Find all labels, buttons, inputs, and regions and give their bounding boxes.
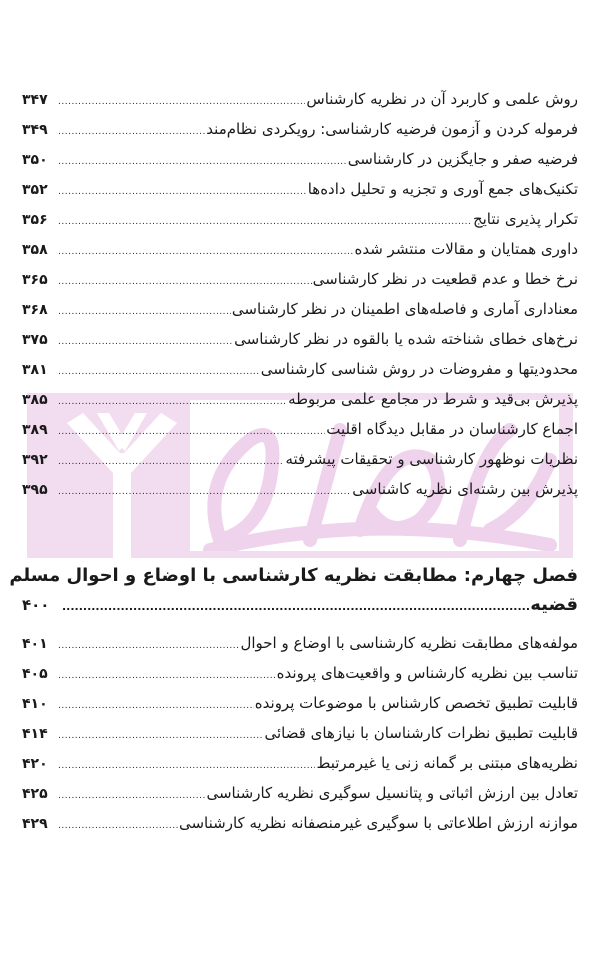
toc-entry-page: ۴۲۵	[22, 786, 48, 802]
toc-entry-title: موازنه ارزش اطلاعاتی با سوگیری غیرمنصفانه نظریه کارشناسی	[178, 814, 578, 832]
dot-leader	[58, 691, 254, 721]
toc-entry-title: محدودیتها و مفروضات در روش شناسی کارشناسی	[260, 360, 578, 378]
toc-entry[interactable]	[22, 264, 578, 294]
toc-entry-page: ۳۵۶	[22, 212, 48, 228]
toc-entry-page: ۳۹۲	[22, 452, 48, 468]
toc-entry-page: ۳۹۵	[22, 482, 48, 498]
toc-entry-title: قابلیت تطبیق نظرات کارشناسان با نیازهای قضائی	[264, 724, 578, 742]
toc-entry-page: ۳۵۲	[22, 182, 48, 198]
toc-entry[interactable]	[22, 658, 578, 688]
toc-entry-page: ۳۸۹	[22, 422, 48, 438]
toc-entry-page: ۳۵۸	[22, 242, 48, 258]
toc-entry[interactable]	[22, 294, 578, 324]
dot-leader	[58, 593, 530, 621]
toc-entry[interactable]	[22, 688, 578, 718]
toc-entry-page: ۳۵۰	[22, 152, 48, 168]
toc-entry-title: نظریات نوظهور کارشناسی و تحقیقات پیشرفته	[285, 450, 578, 468]
toc-entry-title: تکرار پذیری نتایج	[472, 210, 578, 228]
toc-entry-title: پذیرش بی‌قید و شرط در مجامع علمی مربوطه	[288, 390, 578, 408]
toc-entry-page: ۴۱۴	[22, 726, 48, 742]
toc-entry-page: ۴۱۰	[22, 696, 48, 712]
toc-entry-title: نرخ‌های خطای شناخته شده یا بالقوه در نظر کارشناسی	[234, 330, 578, 348]
toc-entry-title: نرخ خطا و عدم قطعیت در نظر کارشناسی	[312, 270, 578, 288]
toc-entry[interactable]	[22, 718, 578, 748]
toc-entry[interactable]	[22, 444, 578, 474]
dot-leader	[58, 357, 260, 387]
dot-leader	[58, 811, 178, 841]
toc-entry-title: معناداری آماری و فاصله‌های اطمینان در نظر کارشناسی	[231, 300, 578, 318]
toc-entry-title: اجماع کارشناسان در مقابل دیدگاه اقلیت	[326, 420, 578, 438]
toc-entry[interactable]	[22, 354, 578, 384]
toc-entry[interactable]	[22, 628, 578, 658]
toc-entry-page: ۴۰۱	[22, 636, 48, 652]
toc-entry[interactable]	[22, 384, 578, 414]
dot-leader	[58, 387, 287, 417]
toc-entry[interactable]	[22, 234, 578, 264]
toc-entry-title: تعادل بین ارزش اثباتی و پتانسیل سوگیری نظریه کارشناسی	[206, 784, 578, 802]
toc-entry-page: ۳۸۵	[22, 392, 48, 408]
toc-entry-page: ۴۲۹	[22, 816, 48, 832]
dot-leader	[58, 147, 347, 177]
toc-entry[interactable]	[22, 114, 578, 144]
toc-entry[interactable]	[22, 324, 578, 354]
dot-leader	[58, 661, 276, 691]
dot-leader	[58, 327, 233, 357]
toc-entry-page: ۳۷۵	[22, 332, 48, 348]
toc-entry-title: فرموله کردن و آزمون فرضیه کارشناسی: رویکردی نظام‌مند	[206, 120, 578, 138]
chapter-title-line2: قضیه	[530, 594, 578, 615]
toc-entry-page: ۳۴۹	[22, 122, 48, 138]
dot-leader	[58, 237, 353, 267]
dot-leader	[58, 721, 263, 751]
toc-entry[interactable]	[22, 414, 578, 444]
toc-entry-title: روش علمی و کاربرد آن در نظریه کارشناس	[306, 90, 578, 108]
dot-leader	[58, 87, 305, 117]
chapter-heading[interactable]	[9, 561, 578, 621]
chapter-title-line1: فصل چهارم: مطابقت نظریه کارشناسی با اوضاع و احوال مسلم	[9, 565, 578, 586]
toc-entry-title: داوری همتایان و مقالات منتشر شده	[354, 240, 578, 258]
dot-leader	[58, 447, 284, 477]
dot-leader	[58, 477, 351, 507]
dot-leader	[58, 177, 307, 207]
dot-leader	[58, 631, 239, 661]
toc-entry[interactable]	[22, 204, 578, 234]
toc-section-a	[22, 84, 578, 504]
dot-leader	[58, 117, 205, 147]
dot-leader	[58, 297, 231, 327]
toc-entry[interactable]	[22, 474, 578, 504]
toc-entry-title: قابلیت تطبیق تخصص کارشناس با موضوعات پرونده	[254, 694, 578, 712]
dot-leader	[58, 751, 315, 781]
toc-entry-page: ۳۶۵	[22, 272, 48, 288]
toc-entry-page: ۴۲۰	[22, 756, 48, 772]
dot-leader	[58, 267, 312, 297]
toc-entry-title: نظریه‌های مبتنی بر گمانه زنی یا غیرمرتبط	[316, 754, 578, 772]
dot-leader	[58, 207, 472, 237]
toc-entry[interactable]	[22, 808, 578, 838]
toc-entry-page: ۴۰۵	[22, 666, 48, 682]
toc-entry[interactable]	[22, 144, 578, 174]
chapter-title-line2-row	[22, 591, 578, 621]
toc-entry[interactable]	[22, 748, 578, 778]
toc-entry-title: تناسب بین نظریه کارشناس و واقعیت‌های پرونده	[276, 664, 578, 682]
toc-entry-title: پذیرش بین رشته‌ای نظریه کاشناسی	[352, 480, 578, 498]
dot-leader	[58, 781, 205, 811]
toc-entry-page: ۳۸۱	[22, 362, 48, 378]
toc-entry[interactable]	[22, 174, 578, 204]
chapter-page: ۴۰۰	[22, 596, 50, 614]
toc-entry-page: ۳۴۷	[22, 92, 48, 108]
dot-leader	[58, 417, 325, 447]
toc-section-b	[22, 628, 578, 838]
toc-entry[interactable]	[22, 84, 578, 114]
toc-entry-title: مولفه‌های مطابقت نظریه کارشناسی با اوضاع و احوال	[240, 634, 578, 652]
toc-entry-page: ۳۶۸	[22, 302, 48, 318]
toc-entry[interactable]	[22, 778, 578, 808]
toc-entry-title: تکنیک‌های جمع آوری و تجزیه و تحلیل داده‌ها	[307, 180, 578, 198]
toc-entry-title: فرضیه صفر و جایگزین در کارشناسی	[347, 150, 578, 168]
